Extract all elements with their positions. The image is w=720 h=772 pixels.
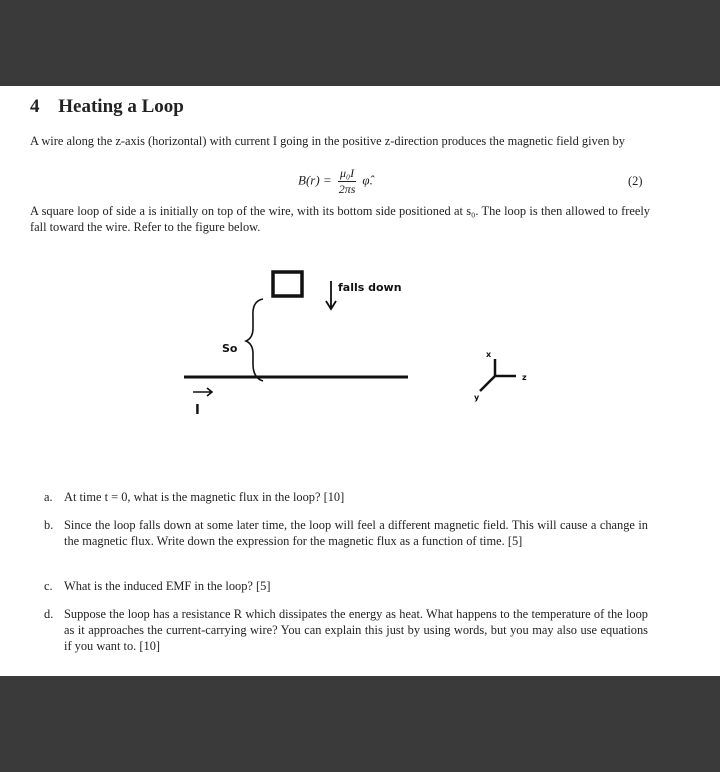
- equation-denominator: 2πs: [338, 182, 356, 196]
- question-text: Since the loop falls down at some later time, the loop will feel a different magnetic field. This will cause a change in the magnetic flux. Write down the expression for the magnetic flux as a function of time. [5]: [64, 518, 648, 548]
- current-label: I: [195, 403, 200, 418]
- figure-diagram: [0, 256, 720, 426]
- axis-z-label: z: [522, 373, 527, 382]
- square-loop: [273, 272, 302, 296]
- equation-number: (2): [628, 174, 643, 188]
- section-number: 4: [30, 96, 40, 117]
- question-label: c.: [44, 579, 53, 593]
- question-text: What is the induced EMF in the loop? [5]: [64, 579, 271, 593]
- equation-rhs: φ̂.: [362, 172, 373, 188]
- equation-numerator: μ₀I: [339, 166, 355, 180]
- document-page: [0, 86, 720, 676]
- question-text: Suppose the loop has a resistance R which dissipates the energy as heat. What happens to the temperature of the loop as it approaches the current-carrying wire? You can explain this just by using words, but you may also use equations if you want to. [10]: [64, 607, 648, 653]
- axis-y-line: [480, 376, 495, 391]
- axis-x-label: x: [486, 350, 492, 359]
- axis-y-label: y: [474, 393, 480, 402]
- section-title: Heating a Loop: [58, 96, 184, 117]
- s0-label: So: [222, 342, 238, 355]
- equation-lhs: B(r) =: [298, 172, 332, 188]
- fall-arrow-icon: [326, 281, 336, 309]
- question-text: At time t = 0, what is the magnetic flux in the loop? [10]: [64, 490, 345, 504]
- question-c: [44, 578, 648, 594]
- question-label: d.: [44, 607, 54, 621]
- setup-paragraph: A square loop of side a is initially on top of the wire, with its bottom side positioned at s₀. The loop is then allowed to freely fall toward the wire. Refer to the figure below.: [30, 204, 650, 234]
- question-b: [44, 517, 648, 549]
- question-a: [44, 489, 648, 505]
- current-arrow-icon: [193, 388, 212, 396]
- falls-down-label: falls down: [338, 281, 402, 294]
- section-heading: [30, 96, 184, 118]
- intro-paragraph: A wire along the z-axis (horizontal) with current I going in the positive z-direction produces the magnetic field given by: [30, 134, 625, 148]
- question-label: a.: [44, 490, 53, 504]
- field-equation: [298, 166, 373, 197]
- question-d: [44, 606, 648, 654]
- question-label: b.: [44, 518, 54, 532]
- s0-brace: [246, 299, 263, 381]
- viewer-top-bar: [0, 0, 720, 86]
- viewer-bottom-bar: [0, 676, 720, 772]
